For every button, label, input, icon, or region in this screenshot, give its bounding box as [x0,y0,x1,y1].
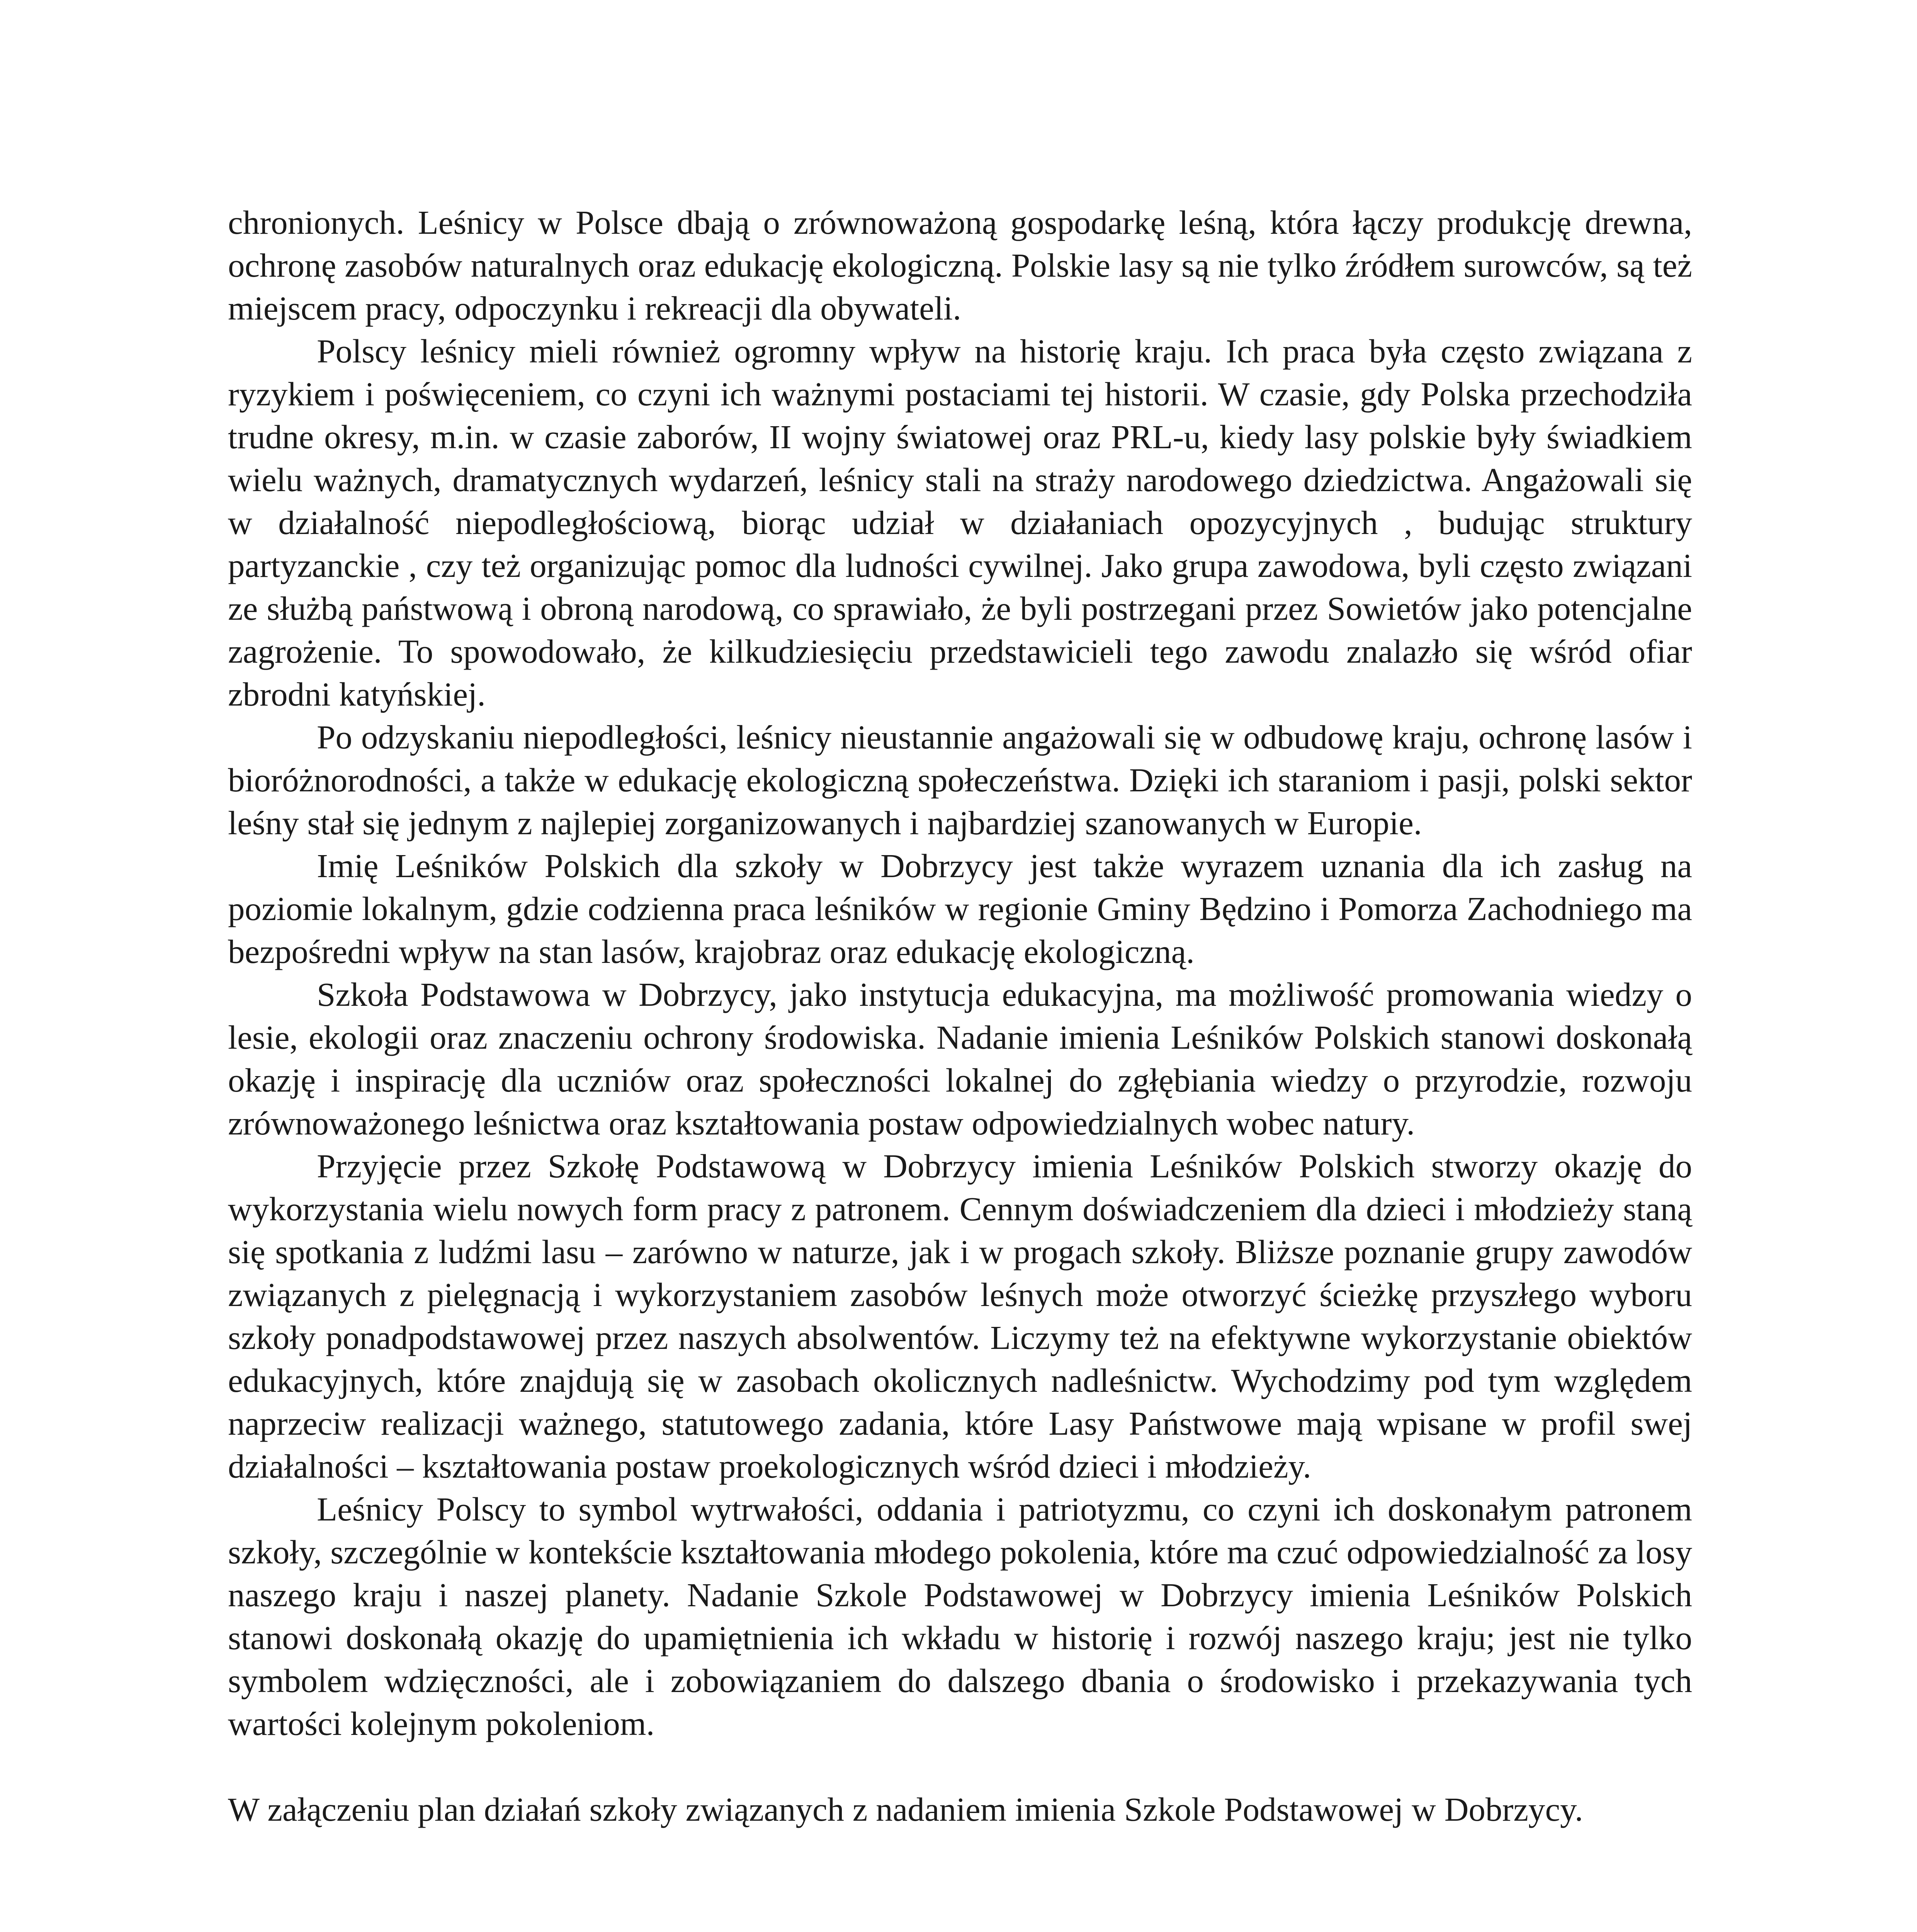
paragraph-8-attachment-note: W załączeniu plan działań szkoły związanych z nadaniem imienia Szkole Podstawowej w Dobrzycy. [228,1791,1583,1828]
paragraph-7: Leśnicy Polscy to symbol wytrwałości, oddania i patriotyzmu, co czyni ich doskonałym patronem szkoły, szczególnie w kontekście kształtowania młodego pokolenia, które ma czuć odpowiedzialność za losy naszego kraju i naszej planety. Nadanie Szkole Podstawowej w Dobrzycy imienia Leśników Polskich stanowi doskonałą okazję do upamiętnienia ich wkładu w historię i rozwój naszego kraju; jest nie tylko symbolem wdzięczności, ale i zobowiązaniem do dalszego dbania o środowisko i przekazywania tych wartości kolejnym pokoleniom. [228,1490,1692,1742]
paragraph-2: Polscy leśnicy mieli również ogromny wpływ na historię kraju. Ich praca była często związana z ryzykiem i poświęceniem, co czyni ich ważnymi postaciami tej historii. W czasie, gdy Polska przechodziła trudne okresy, m.in. w czasie zaborów, II wojny światowej oraz PRL-u, kiedy lasy polskie były świadkiem wielu ważnych, dramatycznych wydarzeń, leśnicy stali na straży narodowego dziedzictwa. Angażowali się w działalność niepodległościową, biorąc udział w działaniach opozycyjnych , budując struktury partyzanckie , czy też organizując pomoc dla ludności cywilnej. Jako grupa zawodowa, byli często związani ze służbą państwową i obroną narodową, co sprawiało, że byli postrzegani przez Sowietów jako potencjalne zagrożenie. To spowodowało, że kilkudziesięciu przedstawicieli tego zawodu znalazło się wśród ofiar zbrodni katyńskiej. [228,332,1692,713]
paragraph-4: Imię Leśników Polskich dla szkoły w Dobrzycy jest także wyrazem uznania dla ich zasług na poziomie lokalnym, gdzie codzienna praca leśników w regionie Gminy Będzino i Pomorza Zachodniego ma bezpośredni wpływ na stan lasów, krajobraz oraz edukację ekologiczną. [228,847,1692,970]
letter-body [228,201,1692,1831]
paragraph-1: chronionych. Leśnicy w Polsce dbają o zrównoważoną gospodarkę leśną, która łączy produkcję drewna, ochronę zasobów naturalnych oraz edukację ekologiczną. Polskie lasy są nie tylko źródłem surowców, są też miejscem pracy, odpoczynku i rekreacji dla obywateli. [228,204,1692,327]
paragraph-6: Przyjęcie przez Szkołę Podstawową w Dobrzycy imienia Leśników Polskich stworzy okazję do wykorzystania wielu nowych form pracy z patronem. Cennym doświadczeniem dla dzieci i młodzieży staną się spotkania z ludźmi lasu – zarówno w naturze, jak i w progach szkoły. Bliższe poznanie grupy zawodów związanych z pielęgnacją i wykorzystaniem zasobów leśnych może otworzyć ścieżkę przyszłego wyboru szkoły ponadpodstawowej przez naszych absolwentów. Liczymy też na efektywne wykorzystanie obiektów edukacyjnych, które znajdują się w zasobach okolicznych nadleśnictw. Wychodzimy pod tym względem naprzeciw realizacji ważnego, statutowego zadania, które Lasy Państwowe mają wpisane w profil swej działalności – kształtowania postaw proekologicznych wśród dzieci i młodzieży. [228,1147,1692,1485]
paragraph-3: Po odzyskaniu niepodległości, leśnicy nieustannie angażowali się w odbudowę kraju, ochronę lasów i bioróżnorodności, a także w edukację ekologiczną społeczeństwa. Dzięki ich staraniom i pasji, polski sektor leśny stał się jednym z najlepiej zorganizowanych i najbardziej szanowanych w Europie. [228,718,1692,842]
paragraph-5: Szkoła Podstawowa w Dobrzycy, jako instytucja edukacyjna, ma możliwość promowania wiedzy o lesie, ekologii oraz znaczeniu ochrony środowiska. Nadanie imienia Leśników Polskich stanowi doskonałą okazję i inspirację dla uczniów oraz społeczności lokalnej do zgłębiania wiedzy o przyrodzie, rozwoju zrównoważonego leśnictwa oraz kształtowania postaw odpowiedzialnych wobec natury. [228,976,1692,1142]
